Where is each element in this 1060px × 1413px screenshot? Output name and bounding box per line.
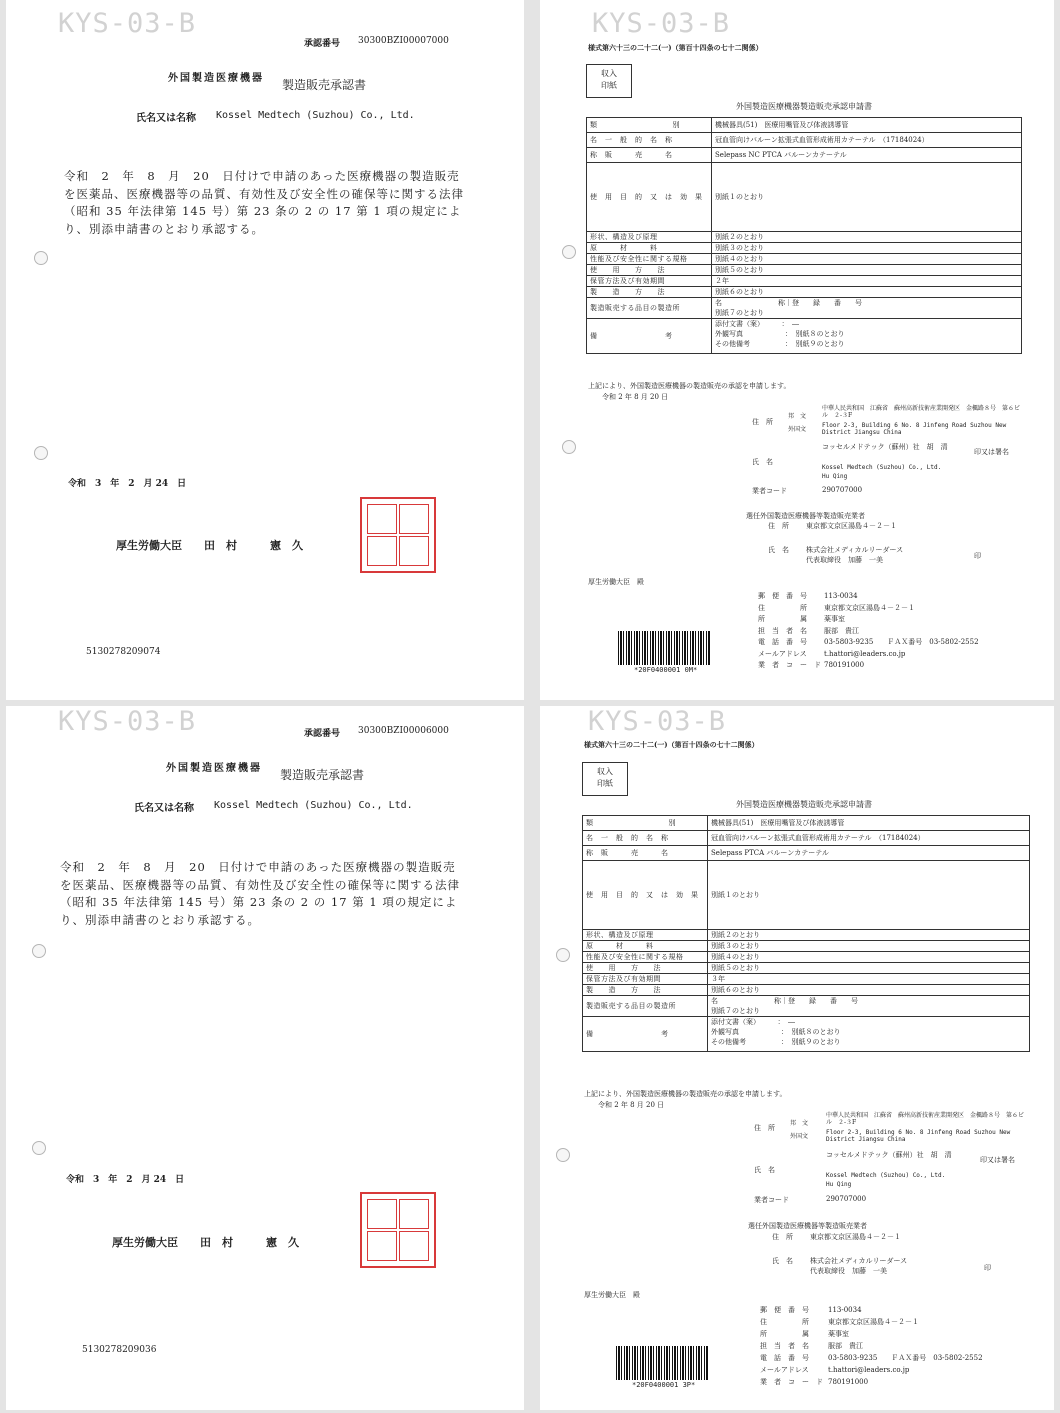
application-form-page-1 bbox=[540, 0, 1054, 700]
address-cn-label: 邦 文 bbox=[790, 1120, 809, 1127]
applicant-name-jp: コッセルメドテック（蘇州）社 胡 清 bbox=[822, 443, 948, 451]
row-value: 別紙６のとおり bbox=[712, 287, 1022, 298]
agent-address-label: 住 所 bbox=[772, 1233, 793, 1241]
form-label: 様式第六十三の二十二(一)（第百十四条の七十二関係） bbox=[584, 740, 759, 749]
header-code: KYS-03-B bbox=[58, 8, 197, 39]
application-form-page-2 bbox=[540, 706, 1054, 1410]
business-code-label: 業者コード bbox=[754, 1196, 789, 1204]
agent-address: 東京都文京区湯島４－２－１ bbox=[806, 522, 897, 530]
row-label: 保管方法及び有効期間 bbox=[587, 276, 712, 287]
row-value: 添付文書（案） ： ― 外観写真 ： 別紙８のとおり その他備考 ： 別紙９のとおり bbox=[712, 319, 1022, 354]
approval-number-label: 承認番号 bbox=[304, 39, 341, 49]
row-value: 名 称｜登 録 番 号 別紙７のとおり bbox=[708, 996, 1030, 1017]
form-label: 様式第六十三の二十二(一)（第百十四条の七十二関係） bbox=[588, 43, 763, 52]
row-label: 使 用 目 的 又 は 効 果 bbox=[583, 861, 708, 930]
contact-values: 113-0034 東京都文京区湯島４－２－１ 薬事室 服部 貴江 03-5803-9235 ＦＡＸ番号 03-5802-2552 t.hattori@leaders.co.jp 780191000 bbox=[824, 592, 979, 669]
row-value: 別紙３のとおり bbox=[712, 243, 1022, 254]
ministry-seal bbox=[360, 497, 436, 573]
minister-name: 厚生労働大臣 田 村 憲 久 bbox=[112, 1236, 299, 1249]
sign-label: 印又は署名 bbox=[974, 448, 1009, 456]
agent-name-label: 氏 名 bbox=[768, 546, 789, 554]
row-label: 称 販 売 名 bbox=[583, 846, 708, 861]
row-label: 原 材 料 bbox=[583, 941, 708, 952]
approval-body-text: 令和 2 年 8 月 20 日付けで申請のあった医療機器の製造販売を医薬品、医療機器等の品質、有効性及び安全性の確保等に関する法律（昭和 35 年法律第 145 号）第 23 条の 2 の 17 第 1 項の規定により、別添申請書のとおり承認する。 bbox=[64, 169, 464, 236]
ministry-seal bbox=[360, 1192, 436, 1268]
approval-number-label: 承認番号 bbox=[304, 729, 341, 739]
address-en: Floor 2-3, Building 6 No. 8 Jinfeng Road Suzhou New District Jiangsu China bbox=[822, 422, 1007, 436]
row-value: ３年 bbox=[708, 974, 1030, 985]
sign-label: 印又は署名 bbox=[980, 1156, 1015, 1164]
applicant-name-en: Kossel Medtech (Suzhou) Co., Ltd. bbox=[826, 1172, 946, 1179]
row-label: 名 一 般 的 名 称 bbox=[583, 831, 708, 846]
row-value: 冠血管向けバルーン拡張式血管形成術用カテーテル （17184024） bbox=[708, 831, 1030, 846]
company-name: Kossel Medtech (Suzhou) Co., Ltd. bbox=[216, 110, 415, 121]
document-number: 5130278209036 bbox=[82, 1345, 157, 1355]
document-title: 製造販売承認書 bbox=[280, 768, 365, 782]
barcode bbox=[616, 1346, 708, 1380]
applicant-representative: Hu Qing bbox=[822, 473, 848, 480]
application-date: 令和 2 年 8 月 20 日 bbox=[602, 393, 669, 401]
title-prefix: 外国製造医療機器 bbox=[166, 763, 262, 774]
row-label: 使 用 目 的 又 は 効 果 bbox=[587, 163, 712, 232]
header-code: KYS-03-B bbox=[592, 8, 731, 39]
header-code: KYS-03-B bbox=[588, 706, 727, 737]
row-value: ２年 bbox=[712, 276, 1022, 287]
applicant-name-label: 氏 名 bbox=[752, 458, 773, 466]
address-cn: 中華人民共和国 江蘇省 蘇州高新技術産業開発区 金楓路８号 第６ビル ２-３F bbox=[822, 405, 1021, 419]
row-value: Selepass NC PTCA バルーンカテーテル bbox=[712, 148, 1022, 163]
agent-representative: 代表取締役 加藤 一美 bbox=[810, 1267, 887, 1275]
punch-hole bbox=[32, 1141, 46, 1155]
row-label: 製 造 方 法 bbox=[583, 985, 708, 996]
address-cn-label: 邦 文 bbox=[788, 413, 807, 420]
row-value: 別紙１のとおり bbox=[708, 861, 1030, 930]
row-value: 添付文書（案） ： ― 外観写真 ： 別紙８のとおり その他備考 ： 別紙９のとおり bbox=[708, 1017, 1030, 1052]
row-value: 機械器具(51) 医療用嘴管及び体液誘導管 bbox=[708, 816, 1030, 831]
row-label: 称 販 売 名 bbox=[587, 148, 712, 163]
punch-hole bbox=[32, 944, 46, 958]
punch-hole bbox=[556, 1148, 570, 1162]
row-label: 名 一 般 的 名 称 bbox=[587, 133, 712, 148]
agent-title: 選任外国製造医療機器等製造販売業者 bbox=[748, 1222, 867, 1230]
form-title: 外国製造医療機器製造販売承認申請書 bbox=[736, 102, 872, 111]
row-value: 別紙２のとおり bbox=[712, 232, 1022, 243]
approval-date: 令和 3 年 2 月 24 日 bbox=[66, 1175, 185, 1185]
address-cn: 中華人民共和国 江蘇省 蘇州高新技術産業開発区 金楓路８号 第６ビル ２-３F bbox=[826, 1112, 1025, 1126]
seal-label: 印 bbox=[984, 1264, 991, 1272]
row-value: 名 称｜登 録 番 号 別紙７のとおり bbox=[712, 298, 1022, 319]
row-label: 類 別 bbox=[583, 816, 708, 831]
application-date: 令和 2 年 8 月 20 日 bbox=[598, 1101, 665, 1109]
row-label: 保管方法及び有効期間 bbox=[583, 974, 708, 985]
business-code: 290707000 bbox=[826, 1195, 867, 1203]
application-table bbox=[582, 815, 1030, 1052]
row-label: 製造販売する品目の製造所 bbox=[587, 298, 712, 319]
address-label: 住 所 bbox=[754, 1124, 775, 1132]
row-label: 製造販売する品目の製造所 bbox=[583, 996, 708, 1017]
name-label: 氏名又は名称 bbox=[136, 113, 196, 124]
row-label: 備 考 bbox=[587, 319, 712, 354]
row-value: 別紙２のとおり bbox=[708, 930, 1030, 941]
row-label: 類 別 bbox=[587, 118, 712, 133]
applicant-name-label: 氏 名 bbox=[754, 1166, 775, 1174]
row-label: 性能及び安全性に関する規格 bbox=[583, 952, 708, 963]
approval-certificate-page-2 bbox=[6, 706, 524, 1410]
barcode-number: *20F0400001 3P* bbox=[632, 1381, 696, 1389]
minister-name: 厚生労働大臣 田 村 憲 久 bbox=[116, 539, 303, 552]
approval-body-text: 令和 2 年 8 月 20 日付けで申請のあった医療機器の製造販売を医薬品、医療機器等の品質、有効性及び安全性の確保等に関する法律（昭和 35 年法律第 145 号）第 23 条の 2 の 17 第 1 項の規定により、別添申請書のとおり承認する。 bbox=[60, 860, 460, 927]
address-en-label: 外国文 bbox=[788, 426, 807, 433]
row-value: 別紙６のとおり bbox=[708, 985, 1030, 996]
applicant-name-jp: コッセルメドテック（蘇州）社 胡 清 bbox=[826, 1151, 952, 1159]
row-value: 冠血管向けバルーン拡張式血管形成術用カテーテル （17184024） bbox=[712, 133, 1022, 148]
application-statement: 上記により、外国製造医療機器の製造販売の承認を申請します。 bbox=[584, 1090, 787, 1098]
document-title: 製造販売承認書 bbox=[282, 78, 367, 92]
agent-name: 株式会社メディカルリーダース bbox=[806, 546, 904, 554]
application-table bbox=[586, 117, 1022, 354]
barcode bbox=[618, 631, 710, 665]
agent-address: 東京都文京区湯島４－２－１ bbox=[810, 1233, 901, 1241]
business-code-label: 業者コード bbox=[752, 487, 787, 495]
contact-labels: 郵 便 番 号 住 所 所 属 担 当 者 名 電 話 番 号 メールアドレス 業 者 コ ー ド bbox=[760, 1306, 823, 1386]
row-label: 製 造 方 法 bbox=[587, 287, 712, 298]
company-name: Kossel Medtech (Suzhou) Co., Ltd. bbox=[214, 800, 413, 811]
row-label: 使 用 方 法 bbox=[587, 265, 712, 276]
title-prefix: 外国製造医療機器 bbox=[168, 73, 264, 84]
approval-certificate-page-1 bbox=[6, 0, 524, 700]
revenue-stamp-box: 収入 印紙 bbox=[586, 64, 632, 98]
row-value: 別紙５のとおり bbox=[712, 265, 1022, 276]
approval-date: 令和 3 年 2 月 24 日 bbox=[68, 479, 187, 489]
row-value: 別紙５のとおり bbox=[708, 963, 1030, 974]
row-label: 使 用 方 法 bbox=[583, 963, 708, 974]
punch-hole bbox=[556, 948, 570, 962]
agent-address-label: 住 所 bbox=[768, 522, 789, 530]
addressee: 厚生労働大臣 殿 bbox=[584, 1291, 640, 1299]
row-value: 機械器具(51) 医療用嘴管及び体液誘導管 bbox=[712, 118, 1022, 133]
contact-labels: 郵 便 番 号 住 所 所 属 担 当 者 名 電 話 番 号 メールアドレス 業 者 コ ー ド bbox=[758, 592, 821, 669]
row-label: 性能及び安全性に関する規格 bbox=[587, 254, 712, 265]
seal-label: 印 bbox=[974, 552, 981, 560]
name-label: 氏名又は名称 bbox=[134, 803, 194, 814]
applicant-name-en: Kossel Medtech (Suzhou) Co., Ltd. bbox=[822, 464, 942, 471]
contact-values: 113-0034 東京都文京区湯島４－２－１ 薬事室 服部 貴江 03-5803-9235 ＦＡＸ番号 03-5802-2552 t.hattori@leaders.co.jp 780191000 bbox=[828, 1306, 983, 1386]
address-en-label: 外国文 bbox=[790, 1133, 809, 1140]
agent-representative: 代表取締役 加藤 一美 bbox=[806, 556, 883, 564]
row-value: 別紙３のとおり bbox=[708, 941, 1030, 952]
row-value: Selepass PTCA バルーンカテーテル bbox=[708, 846, 1030, 861]
punch-hole bbox=[562, 245, 576, 259]
approval-number: 30300BZI00007000 bbox=[358, 36, 449, 46]
row-label: 備 考 bbox=[583, 1017, 708, 1052]
row-label: 形状、構造及び原理 bbox=[583, 930, 708, 941]
address-label: 住 所 bbox=[752, 418, 773, 426]
punch-hole bbox=[562, 440, 576, 454]
header-code: KYS-03-B bbox=[58, 706, 197, 737]
address-en: Floor 2-3, Building 6 No. 8 Jinfeng Road Suzhou New District Jiangsu China bbox=[826, 1129, 1011, 1143]
agent-name-label: 氏 名 bbox=[772, 1257, 793, 1265]
business-code: 290707000 bbox=[822, 486, 863, 494]
applicant-representative: Hu Qing bbox=[826, 1181, 852, 1188]
punch-hole bbox=[34, 446, 48, 460]
row-label: 形状、構造及び原理 bbox=[587, 232, 712, 243]
row-value: 別紙４のとおり bbox=[712, 254, 1022, 265]
row-label: 原 材 料 bbox=[587, 243, 712, 254]
barcode-number: *20F0400001 0M* bbox=[634, 666, 698, 674]
agent-name: 株式会社メディカルリーダース bbox=[810, 1257, 908, 1265]
application-statement: 上記により、外国製造医療機器の製造販売の承認を申請します。 bbox=[588, 382, 791, 390]
document-number: 5130278209074 bbox=[86, 647, 161, 657]
approval-number: 30300BZI00006000 bbox=[358, 726, 449, 736]
row-value: 別紙４のとおり bbox=[708, 952, 1030, 963]
revenue-stamp-box: 収入 印紙 bbox=[582, 762, 628, 796]
addressee: 厚生労働大臣 殿 bbox=[588, 578, 644, 586]
row-value: 別紙１のとおり bbox=[712, 163, 1022, 232]
form-title: 外国製造医療機器製造販売承認申請書 bbox=[736, 800, 872, 809]
agent-title: 選任外国製造医療機器等製造販売業者 bbox=[746, 512, 865, 520]
punch-hole bbox=[34, 251, 48, 265]
